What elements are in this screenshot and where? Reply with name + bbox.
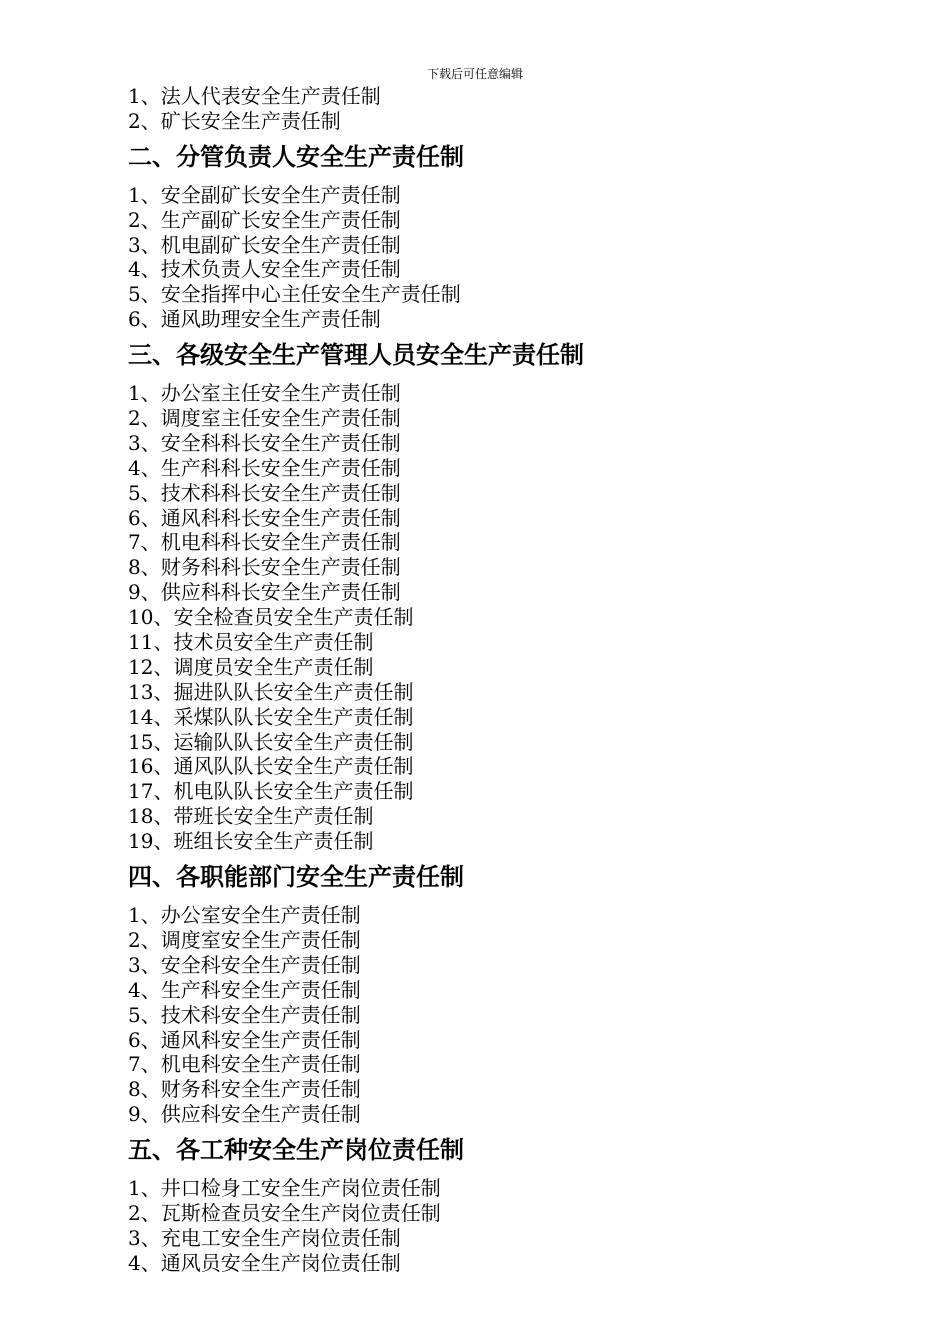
list-item: 3、充电工安全生产岗位责任制 [128,1225,401,1250]
list-item: 1、井口检身工安全生产岗位责任制 [128,1176,441,1201]
list-item: 16、通风队队长安全生产责任制 [128,754,414,779]
page-header: 下载后可任意编辑 [426,67,523,81]
list-item: 6、通风科安全生产责任制 [128,1027,361,1052]
list-item: 4、生产科安全生产责任制 [128,977,361,1002]
section-2 [128,142,888,332]
section-5 [128,1135,888,1276]
list-item: 1、法人代表安全生产责任制 [128,84,381,108]
list-item: 2、瓦斯检查员安全生产岗位责任制 [128,1200,441,1225]
list-item: 4、生产科科长安全生产责任制 [128,455,401,480]
list-item: 5、技术科安全生产责任制 [128,1002,361,1027]
list-item: 13、掘进队队长安全生产责任制 [128,679,414,704]
list-item: 15、运输队队长安全生产责任制 [128,729,414,754]
list-item: 17、机电队队长安全生产责任制 [128,779,414,804]
list-item: 2、生产副矿长安全生产责任制 [128,207,401,232]
section-heading: 二、分管负责人安全生产责任制 [128,142,464,171]
list-item: 8、财务科安全生产责任制 [128,1077,361,1102]
list-item: 6、通风助理安全生产责任制 [128,307,381,332]
section-heading: 四、各职能部门安全生产责任制 [128,863,464,892]
document-body [128,84,888,1276]
list-item: 2、调度室主任安全生产责任制 [128,406,401,431]
list-item: 10、安全检查员安全生产责任制 [128,605,414,630]
list-item: 3、机电副矿长安全生产责任制 [128,232,401,257]
list-item: 1、办公室主任安全生产责任制 [128,381,401,406]
list-item: 14、采煤队队长安全生产责任制 [128,704,414,729]
list-item: 3、安全科科长安全生产责任制 [128,430,401,455]
section-heading: 五、各工种安全生产岗位责任制 [128,1136,464,1165]
list-item: 7、机电科安全生产责任制 [128,1052,361,1077]
section-heading: 三、各级安全生产管理人员安全生产责任制 [128,341,584,370]
list-item: 2、调度室安全生产责任制 [128,927,361,952]
list-item: 9、供应科科长安全生产责任制 [128,580,401,605]
list-item: 9、供应科安全生产责任制 [128,1102,361,1127]
list-item: 11、技术员安全生产责任制 [128,630,374,655]
list-item: 5、安全指挥中心主任安全生产责任制 [128,282,461,307]
list-item: 4、通风员安全生产岗位责任制 [128,1250,401,1275]
list-item: 1、办公室安全生产责任制 [128,903,361,928]
list-item: 12、调度员安全生产责任制 [128,654,374,679]
list-item: 19、班组长安全生产责任制 [128,829,374,854]
list-item: 8、财务科科长安全生产责任制 [128,555,401,580]
list-item: 5、技术科科长安全生产责任制 [128,480,401,505]
top-list [128,84,888,134]
list-item: 6、通风科科长安全生产责任制 [128,505,401,530]
list-item: 7、机电科科长安全生产责任制 [128,530,401,555]
list-item: 2、矿长安全生产责任制 [128,108,341,133]
section-4 [128,862,888,1127]
list-item: 18、带班长安全生产责任制 [128,804,374,829]
list-item: 4、技术负责人安全生产责任制 [128,257,401,282]
list-item: 3、安全科安全生产责任制 [128,952,361,977]
list-item: 1、安全副矿长安全生产责任制 [128,182,401,207]
section-3 [128,340,888,854]
